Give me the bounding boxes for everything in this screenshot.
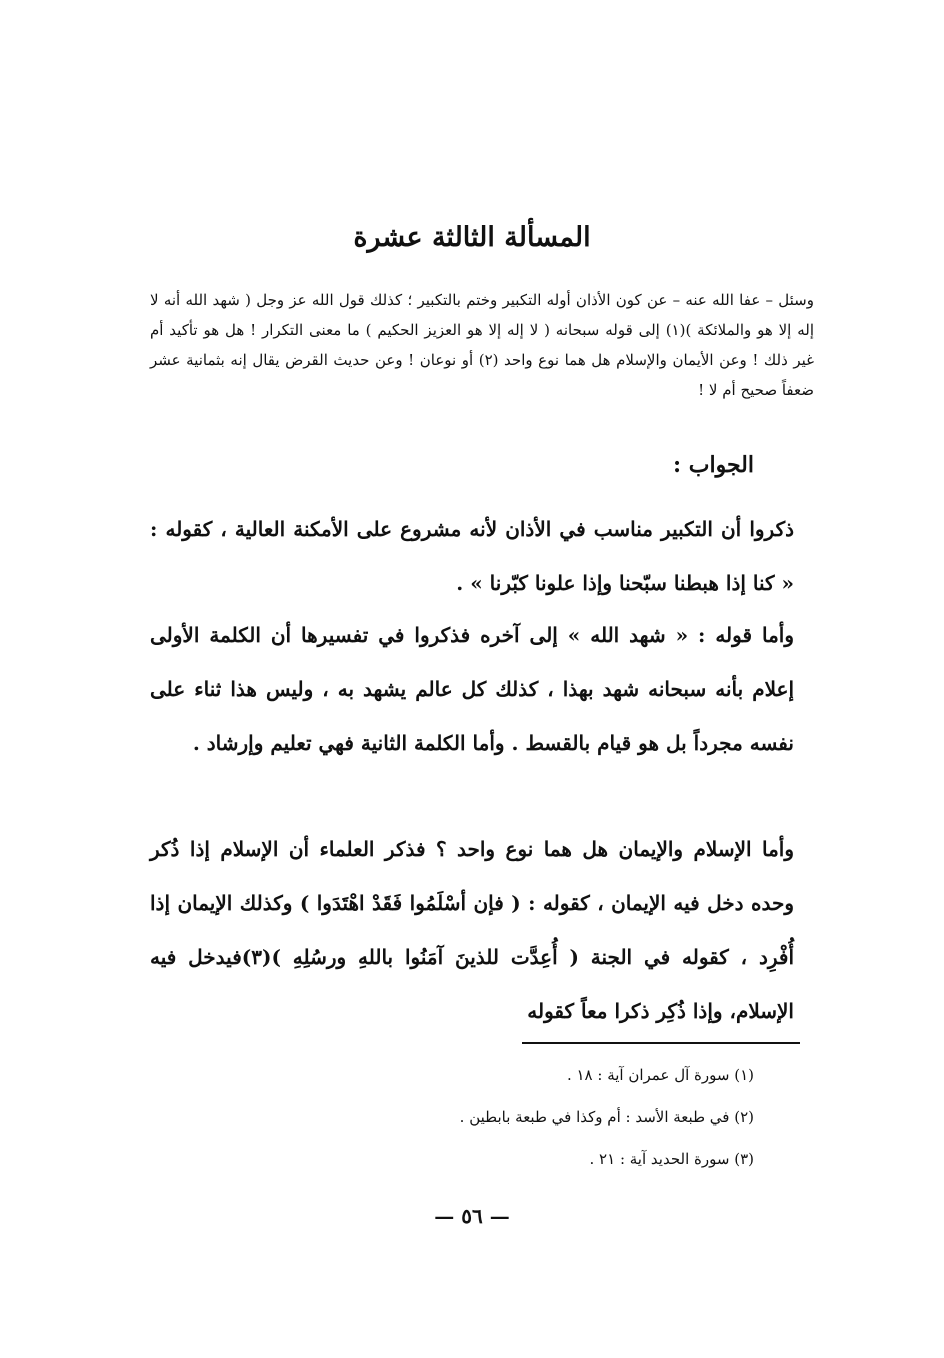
page-number: — ٥٦ — — [434, 1204, 510, 1228]
page-title: المسألة الثالثة عشرة — [353, 222, 591, 253]
answer-heading: الجواب : — [673, 452, 754, 478]
answer-paragraph-3: وأما الإسلام والإيمان هل هما نوع واحد ؟ فذكر العلماء أن الإسلام إذا ذُكر وحده دخل فيه الإيمان ، كقوله : ( فإن أسْلَمُوا فَقَدْ اهْتَدَوا ) وكذلك الإيمان إذا أُفْرِد ، كقوله في الجنة ( أُعِدَّت للذينَ آمَنُوا باللهِ ورسُلِهِ )(٣)فيدخل فيه الإسلام، وإذا ذُكِر ذكرا معاً كقوله — [150, 837, 794, 1023]
footnote-divider — [522, 1042, 800, 1044]
answer-paragraph-1: ذكروا أن التكبير مناسب في الأذان لأنه مشروع على الأمكنة العالية ، كقوله : « كنا إذا هبطنا سبّحنا وإذا علونا كبّرنا » . — [150, 517, 794, 595]
question-text: وسئل – عفا الله عنه – عن كون الأذان أوله التكبير وختم بالتكبير ؛ كذلك قول الله عز وجل ( شهد الله أنه لا إله إلا هو والملائكة )(١) إلى قوله سبحانه ( لا إله إلا هو العزيز الحكيم ) ما معنى التكرار ! هل هو تأكيد أم غير ذلك ! وعن الأيمان والإسلام هل هما نوع واحد (٢) أو نوعان ! وعن حديث القرض يقال إنه بثمانية عشر ضعفاً صحيح أم لا ! — [150, 291, 814, 399]
footnotes-list — [194, 1054, 754, 1180]
footnote-3: (٣) سورة الحديد آية : ٢١ . — [589, 1150, 754, 1168]
footnote-1: (١) سورة آل عمران آية : ١٨ . — [566, 1066, 754, 1084]
answer-paragraph-2: وأما قوله : « شهد الله » إلى آخره فذكروا في تفسيرها أن الكلمة الأولى إعلام بأنه سبحانه شهد بهذا ، كذلك كل عالم يشهد به ، وليس هذا ثناء على نفسه مجرداً بل هو قيام بالقسط . وأما الكلمة الثانية فهي تعليم وإرشاد . — [150, 623, 794, 755]
footnote-2: (٢) في طبعة الأسد : أم وكذا في طبعة بابطين . — [459, 1108, 754, 1126]
